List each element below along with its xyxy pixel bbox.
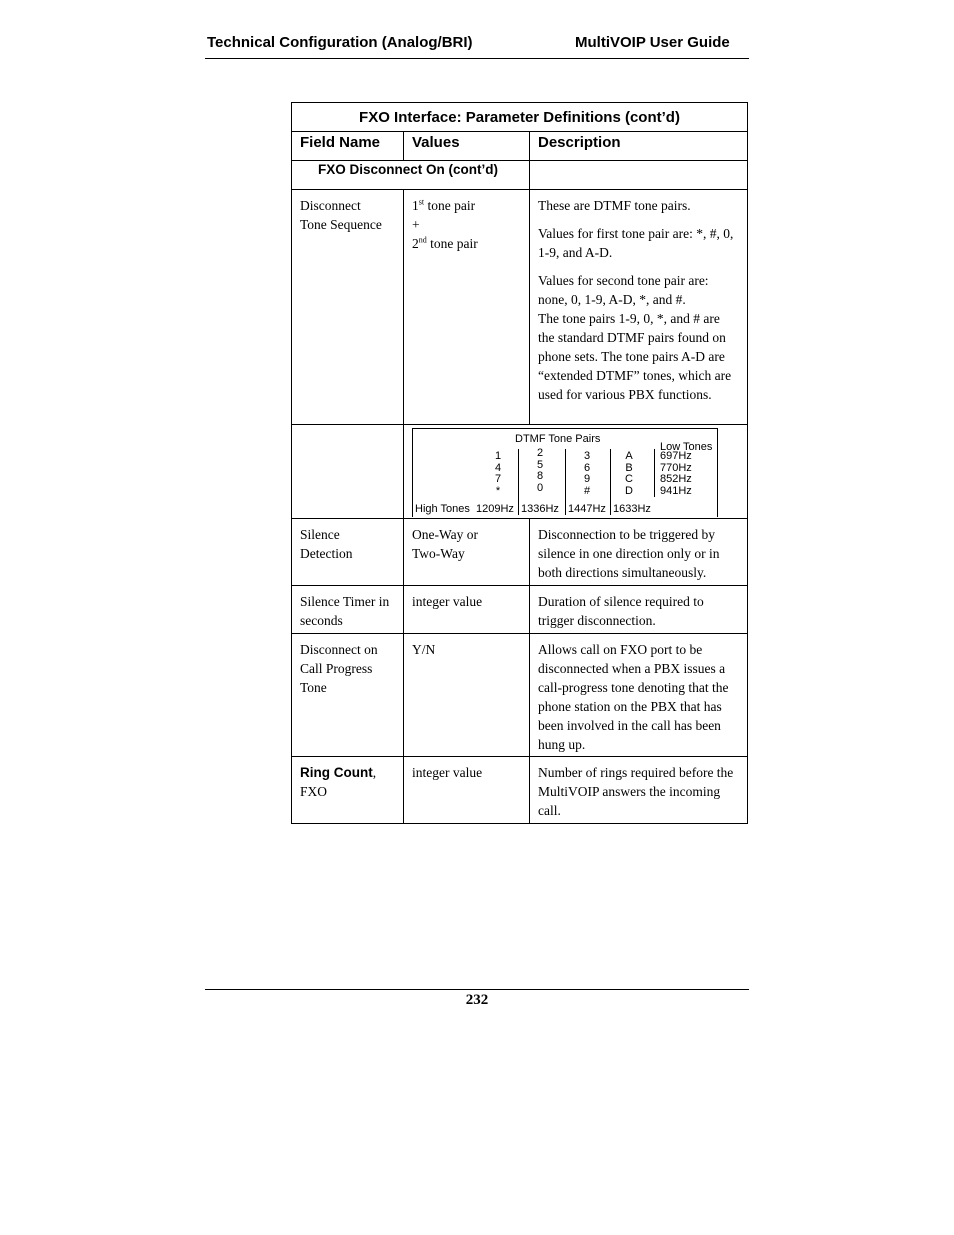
header-guide-title: MultiVOIP User Guide [575, 34, 730, 51]
key-column-1209: 1 4 7 * [494, 450, 502, 497]
section-title: FXO Disconnect On (cont’d) [292, 161, 530, 189]
high-tone-1336: 1336Hz [521, 503, 559, 515]
table-row [292, 189, 747, 424]
column-header-values: Values [404, 132, 530, 160]
parameter-table [291, 102, 748, 824]
high-tone-1447: 1447Hz [568, 503, 606, 515]
footer-rule [205, 989, 749, 990]
key-column-1633: A B C D [625, 450, 633, 497]
field-name-cell: Silence Timer in seconds [292, 586, 404, 633]
description-cell: Allows call on FXO port to be disconnected when a PBX issues a call-progress tone denoting that the phone station on the PBX that has been involved in the call has been hung up. [538, 642, 729, 752]
table-row [292, 585, 747, 633]
key-column-1447: 3 6 9 # [583, 450, 591, 497]
description-cell: Duration of silence required to trigger disconnection. [538, 594, 704, 628]
field-name-cell: Disconnect Tone Sequence [292, 190, 404, 424]
values-cell: 1st tone pair + 2nd tone pair [404, 190, 530, 424]
table-row [292, 633, 747, 756]
dtmf-diagram-row [292, 424, 747, 518]
field-name-cell: Silence Detection [292, 519, 404, 585]
description-cell: These are DTMF tone pairs. Values for first tone pair are: *, #, 0, 1-9, and A-D. Values for second tone pair are: none, 0, 1-9, A-D, *, and #. The tone pairs 1-9, 0, *, and # are the standard DTMF pairs found on phone sets. The tone pairs A-D are “extended DTMF” tones, which are used for various PBX functions. [538, 198, 734, 402]
description-cell: Number of rings required before the MultiVOIP answers the incoming call. [538, 765, 734, 818]
description-cell: Disconnection to be triggered by silence in one direction only or in both directions simultaneously. [538, 527, 720, 580]
dtmf-tone-pairs-diagram [412, 428, 718, 517]
values-cell: integer value [404, 586, 530, 633]
section-row [292, 160, 747, 189]
values-cell: Y/N [404, 634, 530, 756]
table-header-row [292, 131, 747, 160]
page-number: 232 [465, 992, 489, 1008]
low-tones-label: Low Tones [660, 441, 713, 453]
table-row [292, 756, 747, 823]
high-tone-1633: 1633Hz [613, 503, 651, 515]
column-header-description: Description [538, 134, 621, 151]
field-name-cell: Ring Count, FXO [292, 757, 404, 823]
values-cell: One-Way or Two-Way [404, 519, 530, 585]
low-tones-values: 697Hz 770Hz 852Hz 941Hz [660, 450, 692, 497]
header-section-title: Technical Configuration (Analog/BRI) [207, 34, 473, 51]
values-cell: integer value [404, 757, 530, 823]
field-name-cell: Disconnect on Call Progress Tone [292, 634, 404, 756]
table-row [292, 518, 747, 585]
column-header-field-name: Field Name [292, 132, 404, 160]
high-tone-1209: 1209Hz [476, 503, 514, 515]
header-rule [205, 58, 749, 59]
dtmf-diagram-title: DTMF Tone Pairs [515, 433, 601, 445]
key-column-1336: 2 5 8 0 [536, 447, 544, 494]
high-tones-label: High Tones [415, 503, 470, 515]
table-title: FXO Interface: Parameter Definitions (cont’d) [359, 108, 680, 126]
